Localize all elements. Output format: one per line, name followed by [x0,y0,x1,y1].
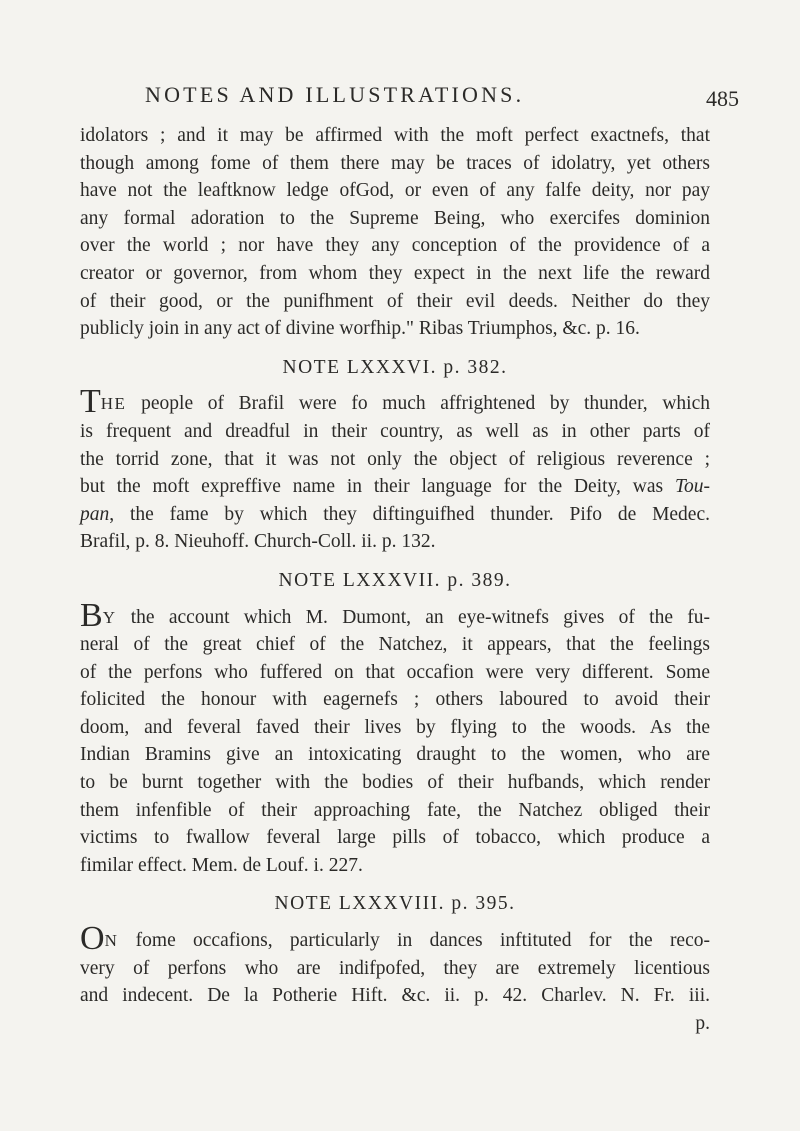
text-line: fimilar effect. Mem. de Louf. i. 227. [80,854,363,876]
text-line: of their good, or the punifhment of their evil deeds. Neither do they [80,290,710,312]
text-span: , the fame by which they diftinguifhed thunder. Pifo de Medec. [109,503,710,525]
text-line: Indian Bramins give an intoxicating draught to the women, who are [80,744,710,766]
note-paragraph [80,596,710,880]
text-line: and indecent. De la Potherie Hift. &c. ii. p. 42. Charlev. N. Fr. iii. [80,985,710,1007]
text-line: victims to fwallow feveral large pills of tobacco, which produce a [80,827,710,849]
text-span: fome occafions, particularly in dances inftituted for the reco- [118,930,710,952]
text-span: but the moft expreffive name in their language for the Deity, was [80,476,664,498]
italic-word: Tou- [674,476,710,498]
text-span: people of Brafil were fo much affrightened by thunder, which [126,393,710,415]
text-line: though among fome of them there may be traces of idolatry, yet others [80,152,710,174]
continuation-paragraph [80,122,710,343]
text-line: the torrid zone, that it was not only the object of religious reverence ; [80,448,710,470]
note-heading: NOTE LXXXVI. p. 382. [282,356,508,378]
page-number: 485 [706,86,739,111]
small-caps: N [104,931,119,951]
small-caps: HE [100,394,127,414]
drop-cap: O [80,920,105,958]
text-line [80,501,710,529]
page-header [0,82,800,122]
text-line [80,383,710,421]
text-line: creator or governor, from whom they expect in the next life the reward [80,262,710,284]
text-line: any formal adoration to the Supreme Being, who exercifes dominion [80,207,710,229]
text-line: doom, and feveral faved their lives by flying to the woods. As the [80,716,710,738]
text-line: of the perfons who fuffered on that occafion were very different. Some [80,661,710,683]
text-line [80,473,710,501]
text-line: very of perfons who are indifpofed, they are extremely licentious [80,957,710,979]
italic-word: pan [80,503,110,525]
text-line: over the world ; nor have they any conception of the providence of a [80,235,710,257]
body-text [80,122,710,1037]
text-line: neral of the great chief of the Natchez, it appears, that the feelings [80,634,710,656]
text-span: the account which M. Dumont, an eye-witnefs gives of the fu- [116,606,710,628]
catchword: p. [695,1012,710,1034]
note-paragraph [80,920,710,1010]
text-line: have not the leaftknow ledge ofGod, or even of any falfe deity, nor pay [80,180,710,202]
text-line: them infenfible of their approaching fate, the Natchez obliged their [80,799,710,821]
text-line: Brafil, p. 8. Nieuhoff. Church-Coll. ii. p. 132. [80,531,436,553]
text-line [80,920,710,958]
note-paragraph [80,383,710,556]
note-heading: NOTE LXXXVIII. p. 395. [274,893,516,915]
text-line: idolators ; and it may be affirmed with the moft perfect exactnefs, that [80,125,710,146]
drop-cap: T [80,383,101,421]
text-line: publicly join in any act of divine worfhip." Ribas Triumphos, &c. p. 16. [80,318,640,340]
small-caps: Y [102,607,117,627]
text-line: is frequent and dreadful in their country, as well as in other parts of [80,420,710,442]
text-line: folicited the honour with eagernefs ; others laboured to avoid their [80,689,710,711]
text-line [80,596,710,634]
text-line: to be burnt together with the bodies of their hufbands, which render [80,772,710,794]
note-heading: NOTE LXXXVII. p. 389. [278,569,512,591]
running-head: NOTES AND ILLUSTRATIONS. [145,82,525,107]
drop-cap: B [80,596,103,634]
